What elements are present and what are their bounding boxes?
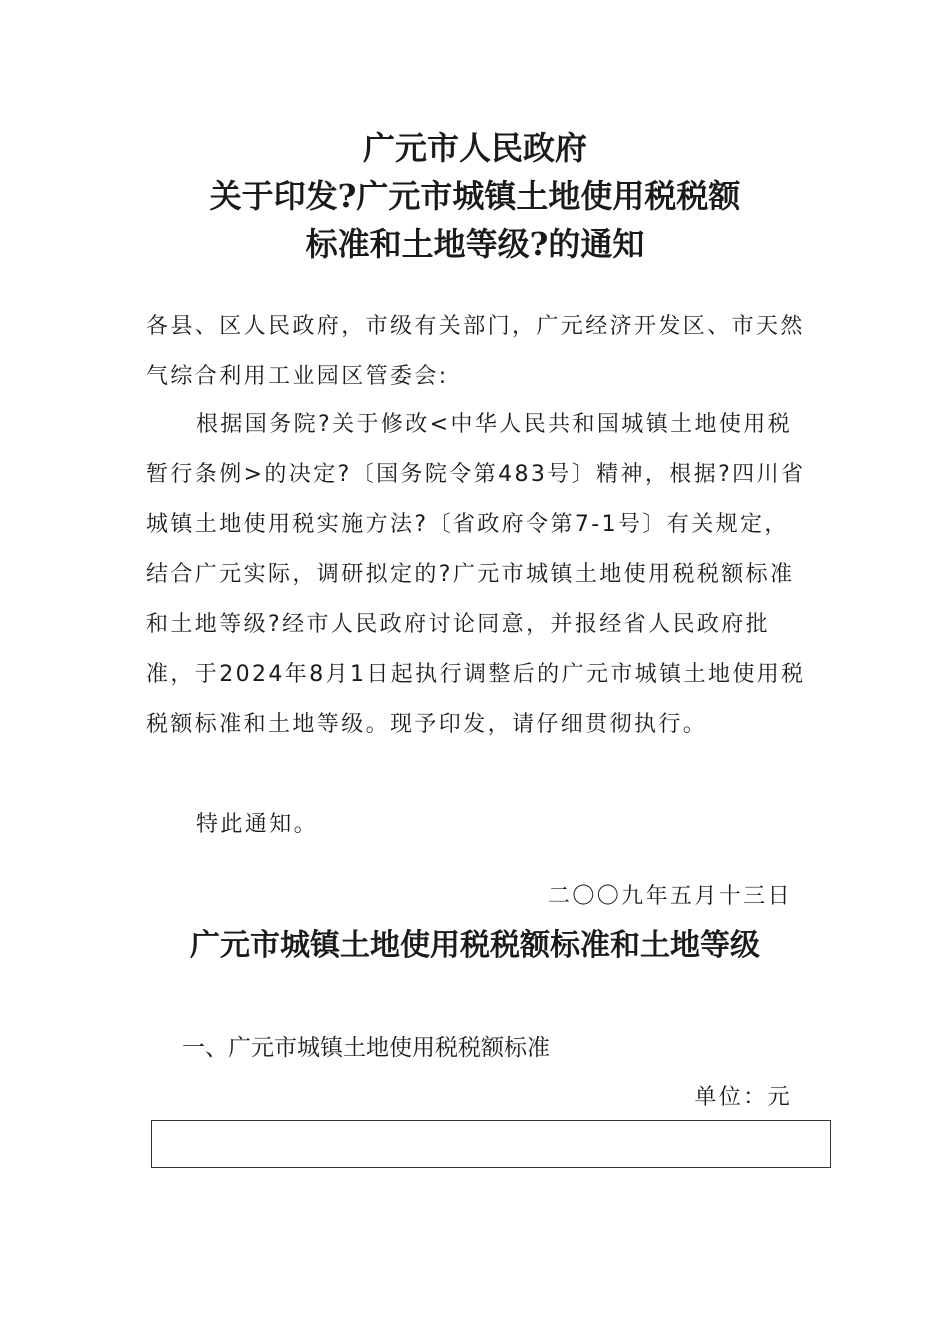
unit-label: 单位：元	[694, 1085, 792, 1110]
issue-date: 二〇〇九年五月十三日	[547, 884, 792, 909]
section-heading: 一、广元市城镇土地使用税税额标准	[182, 1035, 550, 1061]
tax-rate-table	[151, 1120, 831, 1168]
document-title	[0, 124, 950, 268]
title-line-2: 关于印发?广元市城镇土地使用税税额	[209, 177, 741, 215]
closing-text: 特此通知。	[196, 812, 319, 837]
title-line-3: 标准和土地等级?的通知	[305, 225, 645, 263]
salutation: 各县、区人民政府，市级有关部门，广元经济开发区、市天然气综合利用工业园区管委会:	[146, 314, 805, 389]
body-paragraph: 根据国务院?关于修改<中华人民共和国城镇土地使用税暂行条例>的决定?〔国务院令第483号〕精神，根据?四川省城镇土地使用税实施方法?〔省政府令第7-1号〕有关规定，结合广元实际，调研拟定的?广元市城镇土地使用税税额标准和土地等级?经市人民政府讨论同意，并报经省人民政府批准，于2024年8月1日起执行调整后的广元市城镇土地使用税税额标准和土地等级。现予印发，请仔细贯彻执行。	[146, 412, 806, 737]
attachment-title: 广元市城镇土地使用税税额标准和土地等级	[190, 928, 760, 963]
title-line-1: 广元市人民政府	[362, 129, 587, 167]
